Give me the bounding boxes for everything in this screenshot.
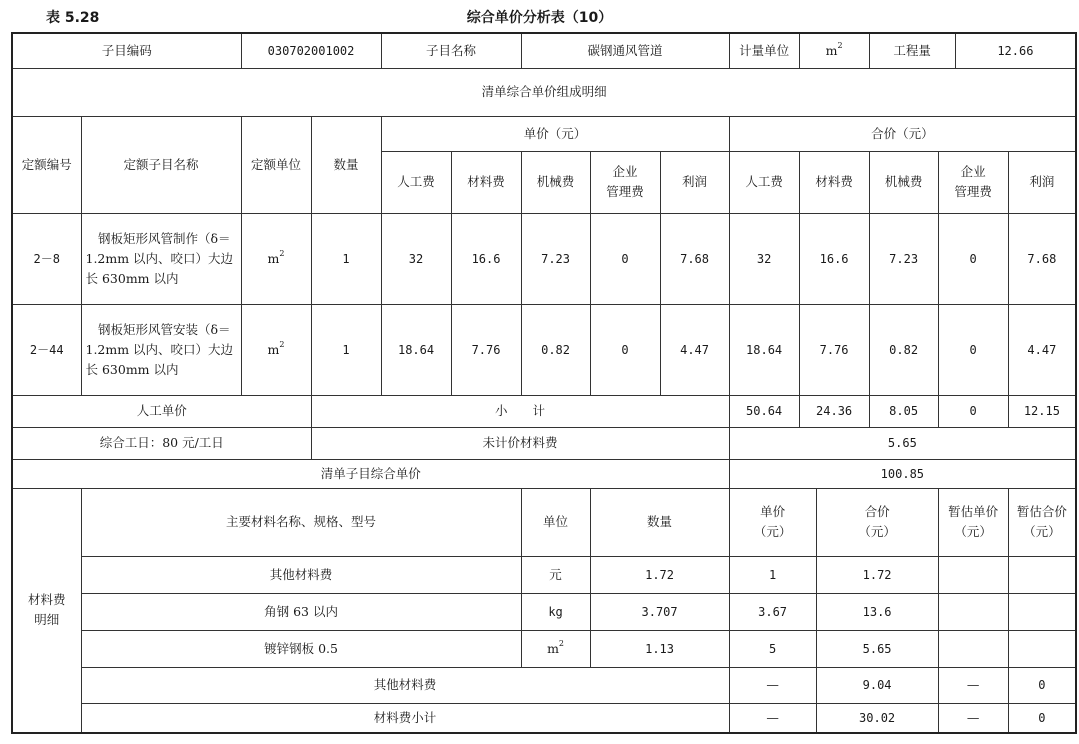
column-group-row — [12, 116, 1076, 151]
material-col-unit: 单位 — [521, 488, 590, 556]
col-total-material: 材料费 — [799, 151, 869, 213]
material-name: 其他材料费 — [81, 556, 521, 593]
quota-unit: $m^2$ — [241, 213, 311, 304]
material-est-unit — [938, 593, 1008, 630]
table-row — [12, 213, 1076, 304]
total-profit: 4.47 — [1008, 304, 1076, 395]
col-total-machine: 机械费 — [869, 151, 938, 213]
total-material: 7.76 — [799, 304, 869, 395]
other-material-est-total: 0 — [1008, 667, 1076, 703]
col-quota-unit: 定额单位 — [241, 116, 311, 213]
material-unit: kg — [521, 593, 590, 630]
material-name: 镀锌钢板 0.5 — [81, 630, 521, 667]
col-unit-machine: 机械费 — [521, 151, 590, 213]
other-material-label: 其他材料费 — [81, 667, 729, 703]
material-price: 3.67 — [729, 593, 816, 630]
subtotal-machine: 8.05 — [869, 395, 938, 427]
total-machine: 7.23 — [869, 213, 938, 304]
col-unit-price-group: 单价（元） — [381, 116, 729, 151]
header-row — [12, 33, 1076, 68]
material-col-total: 合价 （元） — [816, 488, 938, 556]
material-subtotal-total: 30.02 — [816, 703, 938, 733]
subtotal-labor: 50.64 — [729, 395, 799, 427]
unit-price-analysis-table — [11, 32, 1077, 734]
quota-qty: 1 — [311, 213, 381, 304]
material-est-unit — [938, 556, 1008, 593]
section-title-row — [12, 68, 1076, 116]
unit-labor: 18.64 — [381, 304, 451, 395]
quota-unit: $m^2$ — [241, 304, 311, 395]
material-subtotal-row — [12, 703, 1076, 733]
material-subtotal-est-total: 0 — [1008, 703, 1076, 733]
material-price: 1 — [729, 556, 816, 593]
item-unit-price-value: 100.85 — [729, 459, 1076, 488]
subtotal-mgmt: 0 — [938, 395, 1008, 427]
table-number: 表 5.28 — [46, 10, 100, 26]
material-subtotal-price: — — [729, 703, 816, 733]
item-unit-price-row — [12, 459, 1076, 488]
material-total: 1.72 — [816, 556, 938, 593]
item-name-label: 子目名称 — [381, 33, 521, 68]
col-unit-labor: 人工费 — [381, 151, 451, 213]
quota-name: 钢板矩形风管制作（δ＝ 1.2mm 以内、咬口）大边 长 630mm 以内 — [81, 213, 241, 304]
col-unit-material: 材料费 — [451, 151, 521, 213]
material-est-total — [1008, 556, 1076, 593]
unit-label: 计量单位 — [729, 33, 799, 68]
unit-profit: 4.47 — [660, 304, 729, 395]
unit-labor: 32 — [381, 213, 451, 304]
total-profit: 7.68 — [1008, 213, 1076, 304]
unpriced-material-row — [12, 427, 1076, 459]
material-col-est-total: 暂估合价 （元） — [1008, 488, 1076, 556]
total-machine: 0.82 — [869, 304, 938, 395]
unit-mgmt: 0 — [590, 304, 660, 395]
other-material-total: 9.04 — [816, 667, 938, 703]
subtotal-material: 24.36 — [799, 395, 869, 427]
material-subtotal-est-unit: — — [938, 703, 1008, 733]
subtotal-profit: 12.15 — [1008, 395, 1076, 427]
material-unit: 元 — [521, 556, 590, 593]
total-labor: 32 — [729, 213, 799, 304]
material-qty: 1.72 — [590, 556, 729, 593]
material-row — [12, 593, 1076, 630]
other-material-row — [12, 667, 1076, 703]
material-header-row — [12, 488, 1076, 556]
col-amount: 数量 — [311, 116, 381, 213]
col-unit-mgmt: 企业 管理费 — [590, 151, 660, 213]
material-unit: $m^2$ — [521, 630, 590, 667]
quantity-value: 12.66 — [955, 33, 1076, 68]
col-unit-profit: 利润 — [660, 151, 729, 213]
material-subtotal-label: 材料费小计 — [81, 703, 729, 733]
item-code: 030702001002 — [241, 33, 381, 68]
material-name: 角钢 63 以内 — [81, 593, 521, 630]
material-col-qty: 数量 — [590, 488, 729, 556]
unit-machine: 0.82 — [521, 304, 590, 395]
total-material: 16.6 — [799, 213, 869, 304]
material-row — [12, 630, 1076, 667]
section-title: 清单综合单价组成明细 — [12, 68, 1076, 116]
item-unit-price-label: 清单子目综合单价 — [12, 459, 729, 488]
material-row — [12, 556, 1076, 593]
col-total-price-group: 合价（元） — [729, 116, 1076, 151]
material-est-total — [1008, 593, 1076, 630]
unit-machine: 7.23 — [521, 213, 590, 304]
quota-qty: 1 — [311, 304, 381, 395]
material-price: 5 — [729, 630, 816, 667]
item-code-label: 子目编码 — [12, 33, 241, 68]
total-labor: 18.64 — [729, 304, 799, 395]
unpriced-material-value: 5.65 — [729, 427, 1076, 459]
item-name: 碳钢通风管道 — [521, 33, 729, 68]
quota-name: 钢板矩形风管安装（δ＝ 1.2mm 以内、咬口）大边 长 630mm 以内 — [81, 304, 241, 395]
unit-mgmt: 0 — [590, 213, 660, 304]
table-title: 综合单价分析表（10） — [466, 10, 613, 26]
unit-value: $m^2$ — [799, 33, 869, 68]
table-caption — [0, 0, 1079, 32]
col-total-mgmt: 企业 管理费 — [938, 151, 1008, 213]
table-row — [12, 304, 1076, 395]
col-quota-no: 定额编号 — [12, 116, 81, 213]
quota-no: 2－44 — [12, 304, 81, 395]
material-col-unit-price: 单价 （元） — [729, 488, 816, 556]
other-material-price: — — [729, 667, 816, 703]
quota-no: 2－8 — [12, 213, 81, 304]
unpriced-material-label: 未计价材料费 — [311, 427, 729, 459]
col-total-labor: 人工费 — [729, 151, 799, 213]
material-est-unit — [938, 630, 1008, 667]
material-total: 13.6 — [816, 593, 938, 630]
unit-material: 7.76 — [451, 304, 521, 395]
material-col-name: 主要材料名称、规格、型号 — [81, 488, 521, 556]
unit-material: 16.6 — [451, 213, 521, 304]
unit-profit: 7.68 — [660, 213, 729, 304]
workday-rate: 综合工日：80 元/工日 — [12, 427, 311, 459]
material-est-total — [1008, 630, 1076, 667]
col-total-profit: 利润 — [1008, 151, 1076, 213]
material-qty: 3.707 — [590, 593, 729, 630]
material-total: 5.65 — [816, 630, 938, 667]
subtotal-label: 小 计 — [311, 395, 729, 427]
total-mgmt: 0 — [938, 304, 1008, 395]
total-mgmt: 0 — [938, 213, 1008, 304]
material-section-label: 材料费 明细 — [12, 488, 81, 733]
quantity-label: 工程量 — [869, 33, 955, 68]
col-quota-name: 定额子目名称 — [81, 116, 241, 213]
material-col-est-unit: 暂估单价 （元） — [938, 488, 1008, 556]
other-material-est-unit: — — [938, 667, 1008, 703]
labor-unit-price-label: 人工单价 — [12, 395, 311, 427]
subtotal-row — [12, 395, 1076, 427]
material-qty: 1.13 — [590, 630, 729, 667]
